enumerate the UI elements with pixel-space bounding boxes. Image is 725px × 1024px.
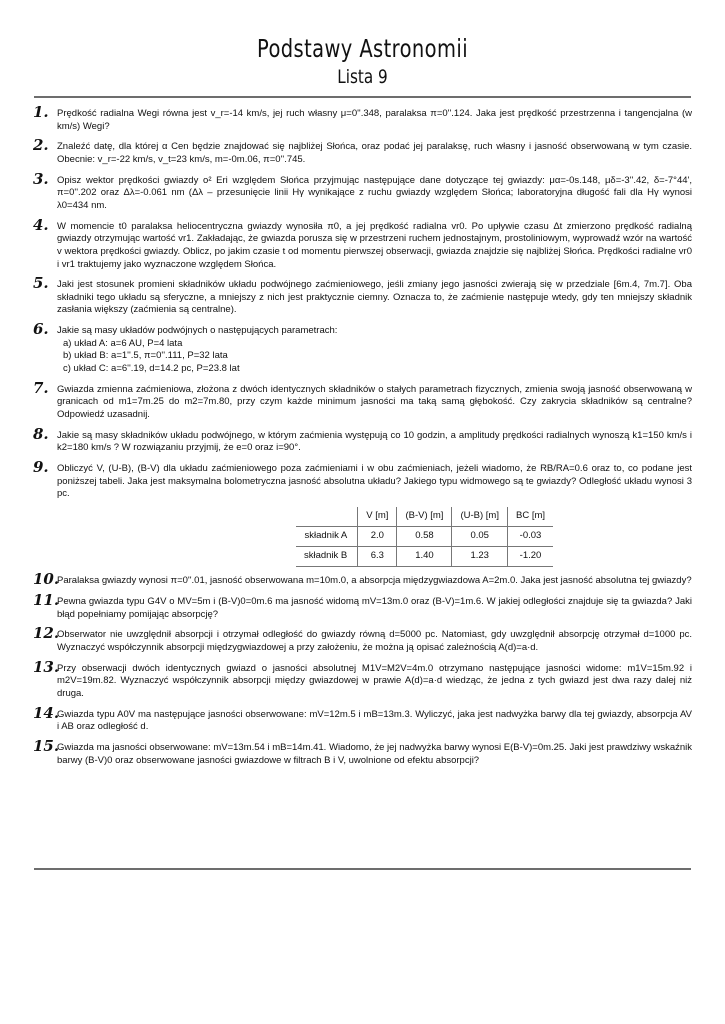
bottom-divider [34, 868, 691, 870]
problem-3 [30, 169, 692, 213]
problem-text: Opisz wektor prędkości gwiazdy o² Eri względem Słońca przyjmując następujące dane dotyczące tej gwiazdy: μα=-0s.148, μδ=-3''.42, δ=-7°44', π=0''.202 oraz Δλ=-0.061 nm (Δλ – przesunięcie linii Hγ wynikające z ruchu gwiazdy względem Słońca; laboratoryjna długość fali dla Hγ wynosi λ0=434 nm. [57, 174, 692, 211]
table-cell: 1.40 [397, 546, 452, 566]
table-cell: -1.20 [507, 546, 553, 566]
problem-number: 9. [33, 458, 49, 477]
page-subtitle: Lista 9 [337, 66, 388, 88]
problem-14 [30, 703, 692, 734]
table-header: (B-V) [m] [397, 507, 452, 527]
problem-number: 13. [33, 657, 60, 676]
table-cell: 2.0 [358, 526, 397, 546]
problem-number: 8. [33, 424, 49, 443]
problem-text: Gwiazda ma jasności obserwowane: mV=13m.54 i mB=14m.41. Wiadomo, że jej nadwyżka barwy wynosi E(B-V)=0m.25. Jaki jest prawdziwy wskaźnik barwy (B-V)0 oraz obserwowane jasności gwiazdowe w filtrach B i V, uwolnione od efektu absorpcji? [57, 742, 692, 766]
problem-text: Jaki jest stosunek promieni składników układu podwójnego zaćmieniowego, jeśli zmiany jego jasności zwierają się w przedziale [6m.4, 7m.7]. Oba składniki tego układu są sferyczne, a mniejszy z nich jest praktycznie ciemny. Oznacza to, że zaćmienie następuje wtedy, gdy ten mniejszy składnik zasłania większy (zaćmienia są centralne). [57, 279, 692, 316]
problem-6 [30, 320, 692, 375]
problem-number: 7. [33, 378, 49, 397]
table-cell: 0.58 [397, 526, 452, 546]
table-row [296, 546, 553, 566]
sub-item: b) układ B: a=1''.5, π=0''.111, P=32 lata [63, 350, 228, 362]
row-label: składnik A [296, 526, 358, 546]
table-header: (U-B) [m] [452, 507, 508, 527]
problem-10 [30, 570, 692, 589]
table-cell: 0.05 [452, 526, 508, 546]
row-label: składnik B [296, 546, 358, 566]
problem-11 [30, 590, 692, 621]
table-header: V [m] [358, 507, 397, 527]
problem-number: 2. [33, 136, 49, 155]
problem-2 [30, 136, 692, 166]
problem-text: Prędkość radialna Wegi równa jest v_r=-14 km/s, jej ruch własny μ=0''.348, paralaksa π=0''.124. Jaka jest prędkość przestrzenna i tangencjalna (w km/s) Wegi? [57, 108, 692, 132]
problem-number: 5. [33, 274, 49, 293]
problem-number: 1. [33, 103, 49, 121]
table-cell: -0.03 [507, 526, 553, 546]
problem-text: Przy obserwacji dwóch identycznych gwiazd o jasności absolutnej M1V=M2V=4m.0 otrzymano następujące jasności widome: m1V=15m.92 i m2V=19m.82. Wyznaczyć współczynnik absorpcji między gwiazdowej w prawie A(d)=a·d wiedząc, że jedna z tych gwiazd jest dwa razy dalej niż druga. [57, 662, 692, 699]
problem-1 [30, 103, 692, 133]
table-row [296, 526, 553, 546]
problem-number: 3. [33, 169, 49, 188]
problem-text: Gwiazda typu A0V ma następujące jasności obserwowane: mV=12m.5 i mB=13m.3. Wyliczyć, jaka jest nadwyżka barwy dla tej gwiazdy, absorpcja AV i AB oraz odległość d. [57, 708, 692, 733]
problem-text: Gwiazda zmienna zaćmieniowa, złożona z dwóch identycznych składników o stałych parametrach fizycznych, zmienia swoją jasność obserwowaną w granicach od m1=7m.25 do m2=7m.80, przy czym każde minimum jasności ma taką samą głębokość. Czy zakrycia składników są centralne? Odpowiedź uzasadnij. [57, 383, 692, 420]
problem-9 [30, 458, 692, 567]
sub-item: c) układ C: a=6''.19, d=14.2 pc, P=23.8 lat [63, 363, 240, 375]
problem-number: 11. [33, 590, 60, 609]
top-divider [34, 96, 691, 98]
problem-number: 15. [33, 737, 60, 755]
problem-15 [30, 737, 692, 767]
problem-number: 14. [33, 703, 60, 722]
table-header-row [296, 507, 553, 527]
problem-7 [30, 378, 692, 422]
data-table [296, 507, 553, 567]
problem-4 [30, 215, 692, 271]
problem-text: Paralaksa gwiazdy wynosi π=0''.01, jasność obserwowana m=10m.0, a absorpcja międzygwiazdowa A=2m.0. Jaka jest jasność absolutna tej gwiazdy? [57, 575, 692, 587]
problem-text: Obserwator nie uwzględnił absorpcji i otrzymał odległość do gwiazdy równą d=5000 pc. Natomiast, gdy uwzględnił absorpcję otrzymał d=1000 pc. Wyznaczyć współczynnik absorpcji międzygwiazdowej a przy założeniu, że można ją opisać zależnością A(d)=a·d. [57, 629, 692, 653]
problem-number: 4. [33, 215, 49, 234]
problem-text: Pewna gwiazda typu G4V o MV=5m i (B-V)0=0m.6 ma jasność widomą mV=13m.0 oraz (B-V)=1m.6. W jakiej odległości znajduje się ta gwiazda? Jaki błąd popełniamy pomijając absorpcję? [57, 595, 692, 620]
problem-text: Znaleźć datę, dla której α Cen będzie znajdować się najbliżej Słońca, oraz podać jej paralaksę, ruch własny i jasność obserwowaną w tym czasie. Obecnie: v_r=-22 km/s, v_t=23 km/s, m=-0m.06, π=0''.745. [57, 141, 692, 165]
problem-number: 10. [33, 570, 60, 589]
problem-12 [30, 624, 692, 654]
problem-5 [30, 274, 692, 317]
problem-list [30, 103, 692, 775]
table-header: BC [m] [507, 507, 553, 527]
problem-text: Jakie są masy składników układu podwójnego, w którym zaćmienia występują co 10 godzin, a amplitudy prędkości radialnych wynoszą k1=150 km/s i k2=180 km/s ? W rozwiązaniu przyjmij, że e=0 oraz i=90°. [57, 429, 692, 454]
sub-item: a) układ A: a=6 AU, P=4 lata [63, 337, 183, 349]
problem-8 [30, 424, 692, 455]
table-cell: 1.23 [452, 546, 508, 566]
problem-number: 12. [33, 624, 60, 643]
problem-text: W momencie t0 paralaksa heliocentryczna gwiazdy wynosiła π0, a jej prędkość radialna vr0. Po upływie czasu Δt zmierzono prędkość radialną gwiazdy otrzymując wartość vr1. Zakładając, że gwiazda porusza się w przestrzeni ruchem jednostajnym, prostoliniowym, wyprowadź wzór na wartość v wektora prędkości gwiazdy. Oblicz, po jakim czasie t od momentu pierwszej obserwacji, gwiazda znajdzie się najbliżej Słońca. Prędkości radialne vr0 i vr1 traktujemy jako wyznaczone względem Słońca. [57, 220, 692, 270]
data-table-wrap [57, 507, 692, 567]
problem-number: 6. [33, 320, 49, 339]
table-corner [296, 507, 358, 527]
problem-13 [30, 657, 692, 701]
page-title: Podstawy Astronomii [256, 34, 469, 63]
table-cell: 6.3 [358, 546, 397, 566]
problem-text: Obliczyć V, (U-B), (B-V) dla układu zaćmieniowego poza zaćmieniami i w obu zaćmieniach, jeżeli wiadomo, że RB/RA=0.6 oraz to, co podane jest poniższej tabeli. Jaka jest maksymalna bolometryczna jasność absolutna układu? Jakiego typu widmowego są te gwiazdy? Odległość układu wynosi 3 pc. [57, 463, 692, 500]
problem-text: Jakie są masy układów podwójnych o następujących parametrach: [57, 325, 338, 337]
